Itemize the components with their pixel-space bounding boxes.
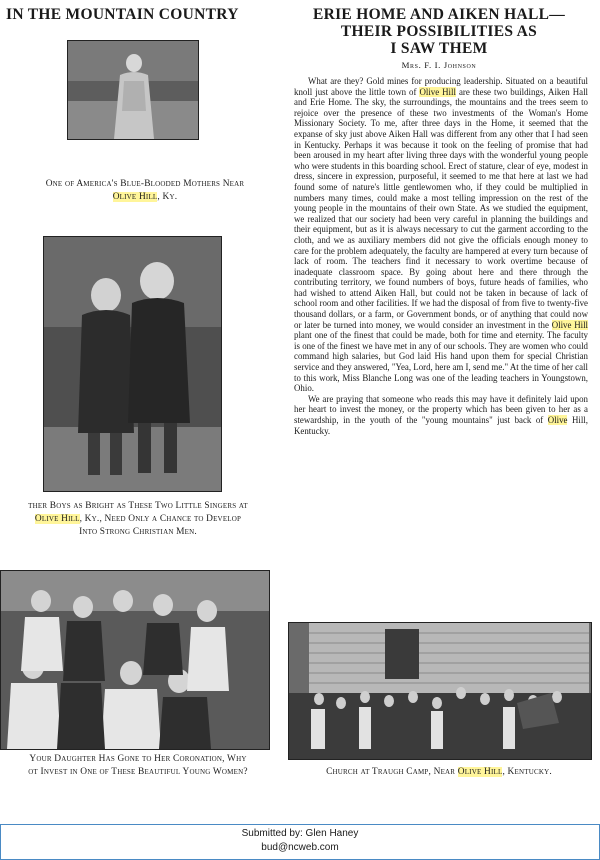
- highlight-olive-hill: Olive Hill: [551, 319, 588, 330]
- article-text: We are praying that someone who reads this may have it definitely laid upon her heart to invest the money, or the property which has been given to her as a stewardship, in the youth of the "young mountains" just back of: [294, 393, 588, 425]
- caption-text: Into Strong Christian Men.: [79, 527, 197, 537]
- caption-text: , Ky., Need Only a Chance to Develop: [79, 514, 242, 524]
- caption-text: Church at Traugh Camp, Near: [326, 767, 456, 777]
- article-paragraph: [294, 76, 588, 394]
- submitted-by: Submitted by: Glen Haney: [241, 828, 359, 839]
- article-text: are these two buildings, Aiken Hall and Erie Home. The sky, the surroundings, the mountains and the trees seem to rejoice over the presence of these two investments of the Woman's Home Missionary Society. To me, after three days in the Home, it seemed that the expanse of sky just above Aiken Hall was different from any other that I had seen in Kentucky. Perhaps it was because it took on the feeling of promise that had been aroused in my heart after living three days with the wonderful young people who were students in this boarding school. Erect of stature, clear of eye, modest in dress, sincere in expression, purposeful, it seemed to me that here at last we had found some of nature's little gentlewomen who, if they could be multiplied in numbers many times, could make a most telling impression on the rest of the young people in the mountains of their own State. As we studied the equipment, we realized that our society had been very careful in planning the buildings and their equipment, but as it is always necessary to cut the garment according to the cloth, and we as auxiliary members did not give the officials enough money to care for the problem adequately, the faculty are hampered at every turn because of lack of room. The teachers find it necessary to work overtime because of inadequate classroom space. By going about here and there through the contributing territory, we found numbers of boys, future heads of families, who had wished to attend Aiken Hall, but could not be taken in because of lack of school room and other facilities. If we had the disposal of from five to twenty-five thousand dollars, or a farm, or Government bonds, or of anything that could now or later be turned into money, we would consider an investment in the: [294, 86, 588, 330]
- article-byline: Mrs. F. I. Johnson: [401, 60, 477, 70]
- section-heading: IN THE MOUNTAIN COUNTRY: [6, 6, 239, 23]
- photo-two-boys: [43, 236, 222, 492]
- photo-mother: [67, 40, 199, 140]
- article-title: [284, 6, 594, 57]
- caption-church: [284, 766, 594, 779]
- caption-text: ot Invest in One of These Beautiful Young Women?: [28, 767, 248, 777]
- caption-text: One of America's Blue-Blooded Mothers Near: [45, 179, 245, 189]
- title-line: THEIR POSSIBILITIES AS: [340, 23, 538, 40]
- title-line: I SAW THEM: [390, 40, 488, 57]
- article-text: Hill, Kentucky.: [294, 415, 588, 436]
- caption-boys: [0, 500, 276, 539]
- title-line: ERIE HOME AND AIKEN HALL—: [312, 6, 566, 23]
- caption-text: , Kentucky.: [502, 767, 552, 777]
- submitter-email[interactable]: bud@ncweb.com: [261, 842, 339, 853]
- article-text: plant one of the finest that could be made, both for time and eternity. The faculty is one of the finest we have met in any of our schools. They are women who could command high salaries, but God laid His hand upon them for special Christian service and they answered, "Yea, Lord, here am I, send me." At the time of her call to this work, Miss Blanche Long was one of the leading teachers in Youngstown, Ohio.: [294, 330, 588, 394]
- photo-church: [288, 622, 592, 760]
- photo-young-women: [0, 570, 270, 750]
- caption-mother: [20, 178, 270, 204]
- right-column: [284, 0, 594, 820]
- highlight-olive-hill: Olive Hill: [457, 767, 503, 777]
- article-text: What are they? Gold mines for producing leadership. Situated on a beautiful knoll just above the little town of: [294, 76, 588, 97]
- caption-text: , Ky.: [157, 192, 178, 202]
- article-body: [294, 76, 588, 436]
- submission-footer: [0, 824, 600, 860]
- caption-text: ther Boys as Bright as These Two Little Singers at: [28, 501, 248, 511]
- highlight-olive-hill: Olive Hill: [112, 192, 158, 202]
- caption-young-women: [0, 753, 276, 779]
- left-column: [0, 0, 280, 820]
- highlight-olive: Olive: [547, 415, 568, 425]
- article-paragraph: [294, 394, 588, 436]
- highlight-olive-hill: Olive Hill: [34, 514, 80, 524]
- caption-text: Your Daughter Has Gone to Her Coronation, Why: [29, 754, 247, 764]
- highlight-olive-hill: Olive Hill: [419, 86, 456, 97]
